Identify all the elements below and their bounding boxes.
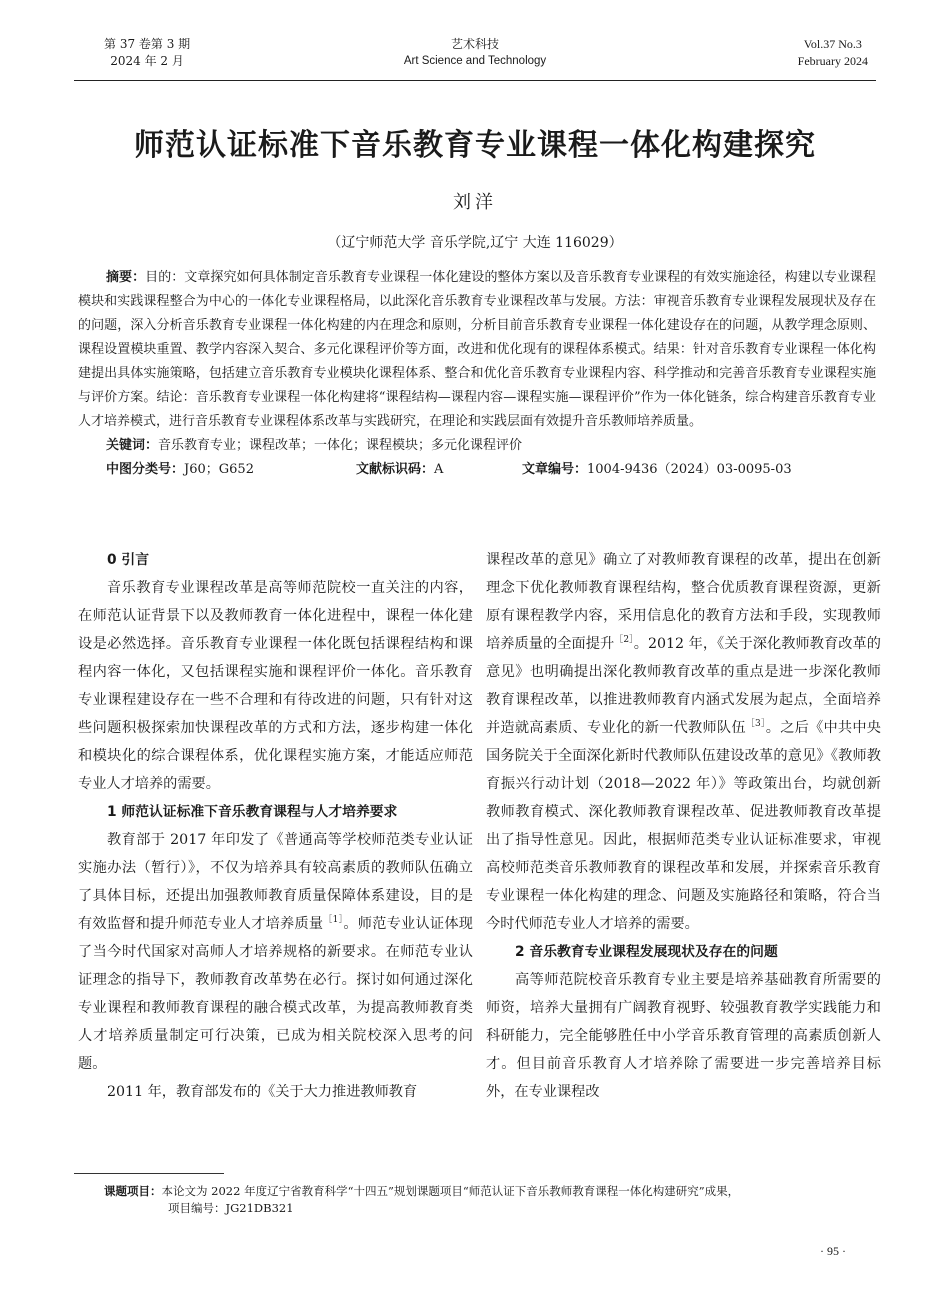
keywords-value: 音乐教育专业；课程改革；一体化；课程模块；多元化课程评价	[158, 438, 523, 453]
header-date-en: February 2024	[797, 54, 868, 68]
article-number-label: 文章编号：	[522, 462, 588, 477]
paragraph: 音乐教育专业课程改革是高等师范院校一直关注的内容，在师范认证背景下以及教师教育一体化进程中，课程一体化建设是必然选择。音乐教育专业课程一体化既包括课程结构和课程内容一体化，又包括课程实施和课程评价一体化。音乐教育专业课程建设存在一些不合理和有待改进的问题，只有针对这些问题积极探索加快课程改革的方式和方法，逐步构建一体化和模块化的综合课程体系，优化课程实施方案，才能适应师范专业人才培养的需要。	[78, 580, 473, 792]
footnote	[104, 1183, 878, 1217]
doc-code-label: 文献标识码：	[356, 462, 435, 477]
article-title: 师范认证标准下音乐教育专业课程一体化构建探究	[134, 128, 816, 163]
paragraph-text: 。2012 年，《关于深化教师教育改革的意见》也明确提出深化教师教育改革的重点是进一步深化教师教育课程改革，以推进教师教育内涵式发展为起点，全面培养并造就高素质、专业化的新一代教师队伍	[486, 636, 881, 736]
footnote-line-2: 项目编号：JG21DB321	[168, 1201, 294, 1215]
header-volume: 第 37 卷第 3 期	[104, 37, 191, 51]
abstract-body: 目的：文章探究如何具体制定音乐教育专业课程一体化建设的整体方案以及音乐教育专业课程的有效实施途径，构建以专业课程模块和实践课程整合为中心的一体化专业课程格局，以此深化音乐教育专业课程改革与发展。方法：审视音乐教育专业课程发展现状及存在的问题，深入分析音乐教育专业课程一体化构建的内在理念和原则，分析目前音乐教育专业课程一体化建设存在的问题，从教学理念原则、课程设置模块重置、教学内容深入契合、多元化课程评价等方面，改进和优化现有的课程体系模式。结果：针对音乐教育专业课程一体化构建提出具体实施策略，包括建立音乐教育专业模块化课程体系、整合和优化音乐教育专业课程内容、科学推动和完善音乐教育专业课程实施与评价方案。结论：音乐教育专业课程一体化构建将“课程结构—课程内容—课程实施—课程评价”作为一体化链条，综合构建音乐教育专业人才培养模式，进行音乐教育专业课程体系改革与实践研究，在理论和实践层面有效提升音乐教师培养质量。	[78, 270, 876, 429]
clc-value: J60；G652	[184, 462, 254, 477]
footnote-divider	[74, 1173, 224, 1174]
abstract-label: 摘要：	[106, 270, 146, 285]
running-header	[74, 36, 876, 81]
article-number-item	[522, 458, 792, 482]
paragraph-text: 教育部于 2017 年印发了《普通高等学校师范类专业认证实施办法（暂行）》，不仅为培养具有较高素质的教师队伍确立了具体目标，还提出加强教师教育质量保障体系建设，目的是有效监督和提升师范专业人才培养质量	[78, 832, 473, 932]
footnote-label: 课题项目：	[104, 1184, 162, 1198]
paragraph: 高等师范院校音乐教育专业主要是培养基础教育所需要的师资，培养大量拥有广阔教育视野、较强教育教学实践能力和科研能力，完全能够胜任中小学音乐教育管理的高素质创新人才。但目前音乐教育人才培养除了需要进一步完善培养目标外，在专业课程改	[486, 972, 881, 1100]
footnote-line-1	[104, 1183, 878, 1200]
doc-code-value: A	[434, 462, 444, 477]
header-date: 2024 年 2 月	[110, 54, 184, 68]
abstract-block	[78, 266, 876, 482]
author-affiliation: （辽宁师范大学 音乐学院,辽宁 大连 116029）	[327, 235, 623, 251]
article-author: 刘洋	[453, 192, 497, 213]
keywords-label: 关键词：	[106, 438, 159, 453]
section-heading-0: 0 引言	[107, 552, 149, 568]
section-heading-2: 2 音乐教育专业课程发展现状及存在的问题	[515, 944, 778, 960]
paragraph-text: 。师范专业认证体现了当今时代国家对高师人才培养规格的新要求。在师范专业认证理念的指导下，教师教育改革势在必行。探讨如何通过深化专业课程和教师教育课程的融合模式改革，为提高教师教育类人才培养质量制定可行决策，已成为相关院校深入思考的问题。	[78, 916, 473, 1072]
page-number: · 95 ·	[820, 1244, 846, 1258]
citation-ref-2: ［2］	[614, 635, 634, 645]
paragraph: 2011 年，教育部发布的《关于大力推进教师教育	[107, 1084, 418, 1100]
citation-ref-3: ［3］	[745, 719, 766, 729]
article-number-value: 1004-9436（2024）03-0095-03	[587, 462, 792, 477]
doc-code-item	[356, 458, 443, 482]
clc-label: 中图分类号：	[106, 462, 185, 477]
abstract-text	[78, 266, 876, 434]
footnote-text: 本论文为 2022 年度辽宁省教育科学“十四五”规划课题项目“师范认证下音乐教师教育课程一体化构建研究”成果，	[161, 1184, 740, 1198]
paragraph	[486, 546, 881, 938]
paragraph-text: 。之后《中共中央国务院关于全面深化新时代教师队伍建设改革的意见》《教师教育振兴行动计划（2018—2022 年）》等政策出台，均就创新教师教育模式、深化教师教育课程改革、促进教师教育改革提出了指导性意见。因此，根据师范类专业认证标准要求，审视高校师范类音乐教师教育的课程改革和发展，并探索音乐教育专业课程一体化构建的理念、问题及实施路径和策略，符合当今时代师范专业人才培养的需要。	[486, 720, 881, 932]
paragraph	[78, 826, 473, 1078]
header-volume-en: Vol.37 No.3	[803, 37, 862, 51]
journal-name-en: Art Science and Technology	[403, 55, 547, 67]
right-column	[486, 546, 881, 1106]
paragraph-text: 课程改革的意见》确立了对教师教育课程的改革，提出在创新理念下优化教师教育课程结构，整合优质教育课程资源，更新原有课程教学内容，采用信息化的教育方法和手段，实现教师培养质量的全面提升	[486, 552, 881, 652]
header-issue-en	[798, 36, 868, 70]
citation-ref-1: ［1］	[323, 915, 344, 925]
journal-name-cn: 艺术科技	[450, 37, 499, 51]
keywords-line	[78, 434, 876, 458]
classification-line	[78, 458, 876, 482]
clc-item	[106, 462, 254, 477]
left-column	[78, 546, 473, 1106]
section-heading-1: 1 师范认证标准下音乐教育课程与人才培养要求	[107, 804, 398, 820]
header-journal	[74, 36, 876, 70]
